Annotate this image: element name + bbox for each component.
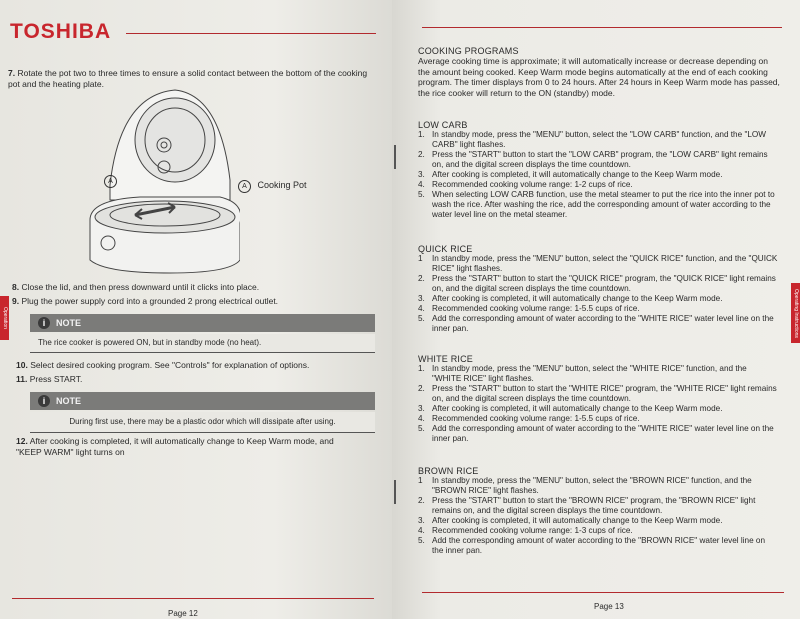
note-header	[30, 392, 375, 410]
note-text: During first use, there may be a plastic odor which will dissipate after using.	[69, 417, 336, 426]
step-12	[16, 436, 356, 458]
callout-label: Cooking Pot	[257, 180, 307, 190]
footer-rule	[422, 592, 784, 593]
step-8	[12, 282, 372, 293]
step-number: 8.	[12, 282, 20, 292]
note-body	[30, 412, 375, 433]
cooking-pot-callout	[238, 180, 307, 193]
footer-rule	[12, 598, 374, 599]
list-item: 1 In standby mode, press the "MENU" button, select the "BROWN RICE" function, and the "BROWN RICE" light flashes.	[418, 476, 752, 495]
note-text: The rice cooker is powered ON, but in standby mode (no heat).	[38, 338, 262, 347]
info-icon: i	[38, 395, 50, 407]
list-item: 5. Add the corresponding amount of water according to the "WHITE RICE" water level line on the inner pan.	[418, 424, 774, 443]
page-number: Page 13	[594, 602, 624, 611]
list-item: 4. Recommended cooking volume range: 1-5.5 cups of rice.	[418, 414, 640, 423]
note-header	[30, 314, 375, 332]
list-item: 3. After cooking is completed, it will automatically change to the Keep Warm mode.	[418, 516, 723, 525]
step-number: 9.	[12, 296, 20, 306]
step-10	[16, 360, 376, 371]
list-item: 5. Add the corresponding amount of water according to the "WHITE RICE" water level line on the inner pan.	[418, 314, 774, 333]
step-text: After cooking is completed, it will automatically change to Keep Warm mode, and "KEEP WARM" light turns on	[16, 436, 334, 457]
list-item: 5. Add the corresponding amount of water according to the "BROWN RICE" water level line on the inner pan.	[418, 536, 766, 555]
note-label: NOTE	[56, 396, 82, 406]
list-item: 1. In standby mode, press the "MENU" button, select the "WHITE RICE" function, and the "WHITE RICE" light flashes.	[418, 364, 747, 383]
header-rule	[422, 27, 782, 28]
step-text: Close the lid, and then press downward until it clicks into place.	[21, 282, 260, 292]
section-title-white-rice: WHITE RICE	[418, 354, 473, 364]
side-tab-operating-instructions: Operating Instructions	[791, 283, 800, 343]
marker-a-icon: A	[104, 175, 117, 188]
step-9	[12, 296, 372, 307]
section-title: COOKING PROGRAMS	[418, 46, 519, 56]
quick-rice-steps	[418, 254, 778, 334]
step-number: 12.	[16, 436, 28, 446]
binder-mark	[394, 480, 396, 504]
brown-rice-steps	[418, 476, 778, 556]
step-text: Rotate the pot two to three times to ensure a solid contact between the bottom of the cooking pot and the heating plate.	[8, 68, 368, 89]
step-number: 10.	[16, 360, 28, 370]
step-text: Press START.	[29, 374, 83, 384]
section-title-brown-rice: BROWN RICE	[418, 466, 479, 476]
list-item: 2. Press the "START" button to start the "QUICK RICE" program, the "QUICK RICE" light remains on, and the digital screen displays the time countdown.	[418, 274, 776, 293]
header-rule	[126, 33, 376, 34]
section-title-quick-rice: QUICK RICE	[418, 244, 473, 254]
list-item: 2. Press the "START" button to start the "LOW CARB" program, the "LOW CARB" light remains on, and the digital screen displays the time countdown.	[418, 150, 768, 169]
list-item: 4. Recommended cooking volume range: 1-3 cups of rice.	[418, 526, 633, 535]
list-item: 2. Press the "START" button to start the "WHITE RICE" program, the "WHITE RICE" light remains on, and the digital screen displays the time countdown.	[418, 384, 777, 403]
marker-a-illustration	[104, 175, 121, 188]
list-item: 4. Recommended cooking volume range: 1-5.5 cups of rice.	[418, 304, 640, 313]
list-item: 2. Press the "START" button to start the "BROWN RICE" program, the "BROWN RICE" light remains on, and the digital screen displays the time countdown.	[418, 496, 756, 515]
section-paragraph: Average cooking time is approximate; it will automatically increase or decrease depending on the amount being cooked. Keep Warm mode begins automatically at the end of each cooking program. The timer displays from 0 to 24 hours. After 24 hours in Keep Warm mode has passed, the rice cooker will return to the ON (standby) mode.	[418, 56, 780, 98]
list-item: 3. After cooking is completed, it will automatically change to the Keep Warm mode.	[418, 170, 723, 179]
binder-mark	[394, 145, 396, 169]
list-item: 5. When selecting LOW CARB function, use the metal steamer to put the rice into the inner pot to wash the rice. After washing the rice, add the corresponding amount of water according to the water level line on the metal steamer.	[418, 190, 775, 219]
step-text: Select desired cooking program. See "Controls" for explanation of options.	[30, 360, 310, 370]
note-body	[30, 334, 375, 353]
note-label: NOTE	[56, 318, 82, 328]
step-text: Plug the power supply cord into a grounded 2 prong electrical outlet.	[21, 296, 279, 306]
info-icon: i	[38, 317, 50, 329]
side-tab-operation: Operation	[0, 296, 9, 340]
low-carb-steps	[418, 130, 778, 220]
list-item: 1. In standby mode, press the "MENU" button, select the "LOW CARB" function, and the "LOW CARB" light flashes.	[418, 130, 766, 149]
step-11	[16, 374, 376, 385]
list-item: 3. After cooking is completed, it will automatically change to the Keep Warm mode.	[418, 294, 723, 303]
list-item: 4. Recommended cooking volume range: 1-2 cups of rice.	[418, 180, 633, 189]
list-item: 3. After cooking is completed, it will automatically change to the Keep Warm mode.	[418, 404, 723, 413]
white-rice-steps	[418, 364, 778, 444]
brand-logo: TOSHIBA	[10, 20, 112, 43]
step-number: 7.	[8, 68, 16, 78]
list-item: 1 In standby mode, press the "MENU" button, select the "QUICK RICE" function, and the "QUICK RICE" light flashes.	[418, 254, 778, 273]
page-number: Page 12	[168, 609, 198, 618]
marker-a-icon: A	[238, 180, 251, 193]
step-number: 11.	[16, 374, 28, 384]
left-page	[0, 0, 392, 619]
section-title-low-carb: LOW CARB	[418, 120, 468, 130]
